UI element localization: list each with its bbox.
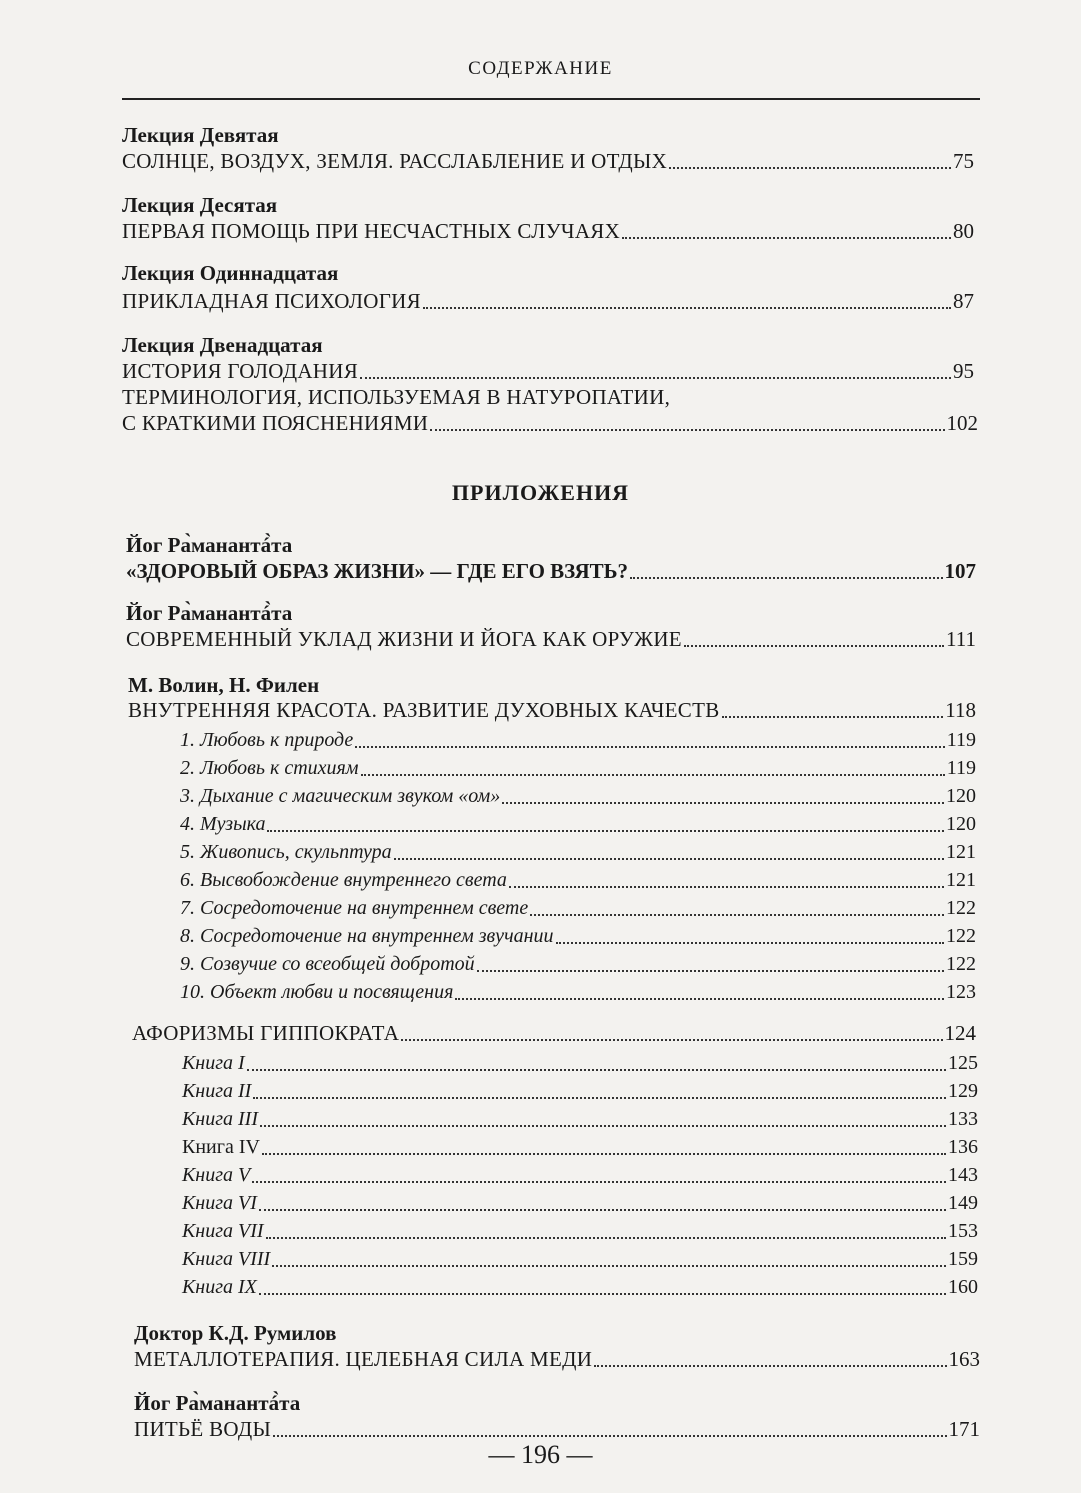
page-number: 129 <box>948 1080 978 1102</box>
author-name: Йог Ра̀манантá̀та <box>126 601 293 625</box>
dot-leader <box>630 577 942 579</box>
page-number: 119 <box>946 757 976 779</box>
dot-leader <box>622 237 951 239</box>
page-number: 124 <box>944 1021 976 1045</box>
dot-leader <box>262 1153 946 1155</box>
subentry-title: Книга VIII <box>182 1248 271 1270</box>
page-number: 121 <box>946 869 976 891</box>
dot-leader <box>509 886 944 888</box>
dot-leader <box>355 746 944 748</box>
dot-leader <box>360 377 951 379</box>
dot-leader <box>594 1365 946 1367</box>
entry-title: МЕТАЛЛОТЕРАПИЯ. ЦЕЛЕБНАЯ СИЛА МЕДИ <box>134 1347 593 1371</box>
page-number: 122 <box>946 953 976 975</box>
toc-subentry[interactable] <box>180 895 976 921</box>
toc-subentry[interactable] <box>180 727 976 753</box>
toc-subentry[interactable] <box>182 1246 978 1272</box>
dot-leader <box>259 1293 946 1295</box>
page-number: 122 <box>946 897 976 919</box>
page-number: 119 <box>946 729 976 751</box>
terminology-title-line1: ТЕРМИНОЛОГИЯ, ИСПОЛЬЗУЕМАЯ В НАТУРОПАТИИ, <box>122 385 671 409</box>
subentry-title: 5. Живопись, скульптура <box>180 841 392 863</box>
dot-leader <box>252 1181 946 1183</box>
page-number: 149 <box>948 1192 978 1214</box>
dot-leader <box>722 716 944 718</box>
page-number: 143 <box>948 1164 978 1186</box>
page-number: 107 <box>944 559 976 583</box>
page-number: 111 <box>946 627 976 651</box>
toc-entry[interactable] <box>134 1346 980 1372</box>
dot-leader <box>430 429 944 431</box>
page-number: 122 <box>946 925 976 947</box>
dot-leader <box>423 307 951 309</box>
page-number: 136 <box>948 1136 978 1158</box>
toc-subentry[interactable] <box>182 1078 978 1104</box>
page-number: 102 <box>946 411 978 435</box>
page-number: 120 <box>946 813 976 835</box>
toc-entry[interactable] <box>132 1020 976 1046</box>
dot-leader <box>477 970 944 972</box>
page-number: 75 <box>953 149 974 173</box>
subentry-title: 9. Созвучие со всеобщей добротой <box>180 953 475 975</box>
toc-subentry[interactable] <box>180 867 976 893</box>
entry-title: «ЗДОРОВЫЙ ОБРАЗ ЖИЗНИ» — ГДЕ ЕГО ВЗЯТЬ? <box>126 559 629 583</box>
entry-title: ПЕРВАЯ ПОМОЩЬ ПРИ НЕСЧАСТНЫХ СЛУЧАЯХ <box>122 219 621 243</box>
subentry-title: Книга IX <box>182 1276 257 1298</box>
dot-leader <box>556 942 944 944</box>
author-name: Йог Ра̀манантá̀та <box>126 533 293 557</box>
entry-title: АФОРИЗМЫ ГИППОКРАТА <box>132 1021 400 1045</box>
page-number: 95 <box>953 359 974 383</box>
subentry-title: Книга IV <box>182 1136 260 1158</box>
dot-leader <box>394 858 944 860</box>
entry-title: СОЛНЦЕ, ВОЗДУХ, ЗЕМЛЯ. РАССЛАБЛЕНИЕ И ОТДЫХ <box>122 149 668 173</box>
toc-entry[interactable] <box>128 697 976 723</box>
running-header: СОДЕРЖАНИЕ <box>468 58 613 79</box>
dot-leader <box>502 802 944 804</box>
subentry-title: 2. Любовь к стихиям <box>180 757 359 779</box>
entry-title: СОВРЕМЕННЫЙ УКЛАД ЖИЗНИ И ЙОГА КАК ОРУЖИЕ <box>126 627 682 651</box>
author-name: М. Волин, Н. Филен <box>128 673 320 697</box>
toc-subentry[interactable] <box>180 755 976 781</box>
page-number: 120 <box>946 785 976 807</box>
page-number: 80 <box>953 219 974 243</box>
subentry-title: Книга I <box>182 1052 245 1074</box>
toc-entry[interactable] <box>134 1416 980 1442</box>
lecture-heading: Лекция Двенадцатая <box>122 333 323 357</box>
subentry-title: 3. Дыхание с магическим звуком «ом» <box>180 785 501 807</box>
page-number: 159 <box>948 1248 978 1270</box>
dot-leader <box>259 1209 946 1211</box>
toc-entry[interactable] <box>122 358 974 384</box>
page-number: 118 <box>945 698 976 722</box>
lecture-heading: Лекция Десятая <box>122 193 278 217</box>
subentry-title: 8. Сосредоточение на внутреннем звучании <box>180 925 554 947</box>
toc-entry[interactable] <box>126 626 976 652</box>
subentry-title: 4. Музыка <box>180 813 266 835</box>
dot-leader <box>247 1069 946 1071</box>
toc-subentry[interactable] <box>180 839 976 865</box>
subentry-title: Книга V <box>182 1164 251 1186</box>
toc-subentry[interactable] <box>180 811 976 837</box>
toc-subentry[interactable] <box>180 923 976 949</box>
subentry-title: 7. Сосредоточение на внутреннем свете <box>180 897 529 919</box>
page-number: 125 <box>948 1052 978 1074</box>
dot-leader <box>401 1039 942 1041</box>
lecture-heading: Лекция Девятая <box>122 123 279 147</box>
dot-leader <box>669 167 951 169</box>
subentry-title: 6. Высвобождение внутреннего света <box>180 869 507 891</box>
subentry-title: Книга III <box>182 1108 258 1130</box>
toc-subentry[interactable] <box>180 979 976 1005</box>
toc-subentry[interactable] <box>180 951 976 977</box>
dot-leader <box>530 914 944 916</box>
toc-entry[interactable] <box>122 148 974 174</box>
toc-entry[interactable] <box>126 558 976 584</box>
subentry-title: Книга VII <box>182 1220 264 1242</box>
page-number: 163 <box>948 1347 980 1371</box>
subentry-title: 10. Объект любви и посвящения <box>180 981 454 1003</box>
dot-leader <box>361 774 945 776</box>
page-number: 123 <box>946 981 976 1003</box>
entry-title: ПРИКЛАДНАЯ ПСИХОЛОГИЯ <box>122 289 421 313</box>
author-name: Йог Ра̀манантá̀та <box>134 1391 301 1415</box>
page-number: 171 <box>948 1417 980 1441</box>
author-name: Доктор К.Д. Румилов <box>134 1321 337 1345</box>
subentry-title: Книга VI <box>182 1192 257 1214</box>
toc-subentry[interactable] <box>182 1050 978 1076</box>
toc-subentry[interactable] <box>182 1106 978 1132</box>
page-number: 133 <box>948 1108 978 1130</box>
entry-title: ВНУТРЕННЯЯ КРАСОТА. РАЗВИТИЕ ДУХОВНЫХ КАЧЕСТВ <box>128 698 720 722</box>
lecture-heading: Лекция Одиннадцатая <box>122 261 339 285</box>
page-number: 121 <box>946 841 976 863</box>
section-heading: ПРИЛОЖЕНИЯ <box>451 480 630 505</box>
toc-subentry[interactable] <box>182 1190 978 1216</box>
toc-entry[interactable] <box>122 410 978 436</box>
page-number: 153 <box>948 1220 978 1242</box>
dot-leader <box>253 1097 946 1099</box>
dot-leader <box>684 645 944 647</box>
toc-entry[interactable] <box>122 288 974 314</box>
dot-leader <box>267 830 944 832</box>
dot-leader <box>266 1237 946 1239</box>
entry-title: ПИТЬЁ ВОДЫ <box>134 1417 272 1441</box>
entry-title: ИСТОРИЯ ГОЛОДАНИЯ <box>122 359 359 383</box>
subentry-title: 1. Любовь к природе <box>180 729 354 751</box>
page-number-footer: — 196 — <box>488 1440 593 1469</box>
dot-leader <box>260 1125 946 1127</box>
toc-subentry[interactable] <box>182 1218 978 1244</box>
page-number: 87 <box>953 289 974 313</box>
dot-leader <box>273 1435 946 1437</box>
page-number: 160 <box>948 1276 978 1298</box>
dot-leader <box>272 1265 946 1267</box>
toc-subentry[interactable] <box>182 1162 978 1188</box>
toc-subentry[interactable] <box>182 1134 978 1160</box>
toc-subentry[interactable] <box>182 1274 978 1300</box>
toc-subentry[interactable] <box>180 783 976 809</box>
entry-title: С КРАТКИМИ ПОЯСНЕНИЯМИ <box>122 411 429 435</box>
dot-leader <box>455 998 944 1000</box>
subentry-title: Книга II <box>182 1080 252 1102</box>
toc-entry[interactable] <box>122 218 974 244</box>
